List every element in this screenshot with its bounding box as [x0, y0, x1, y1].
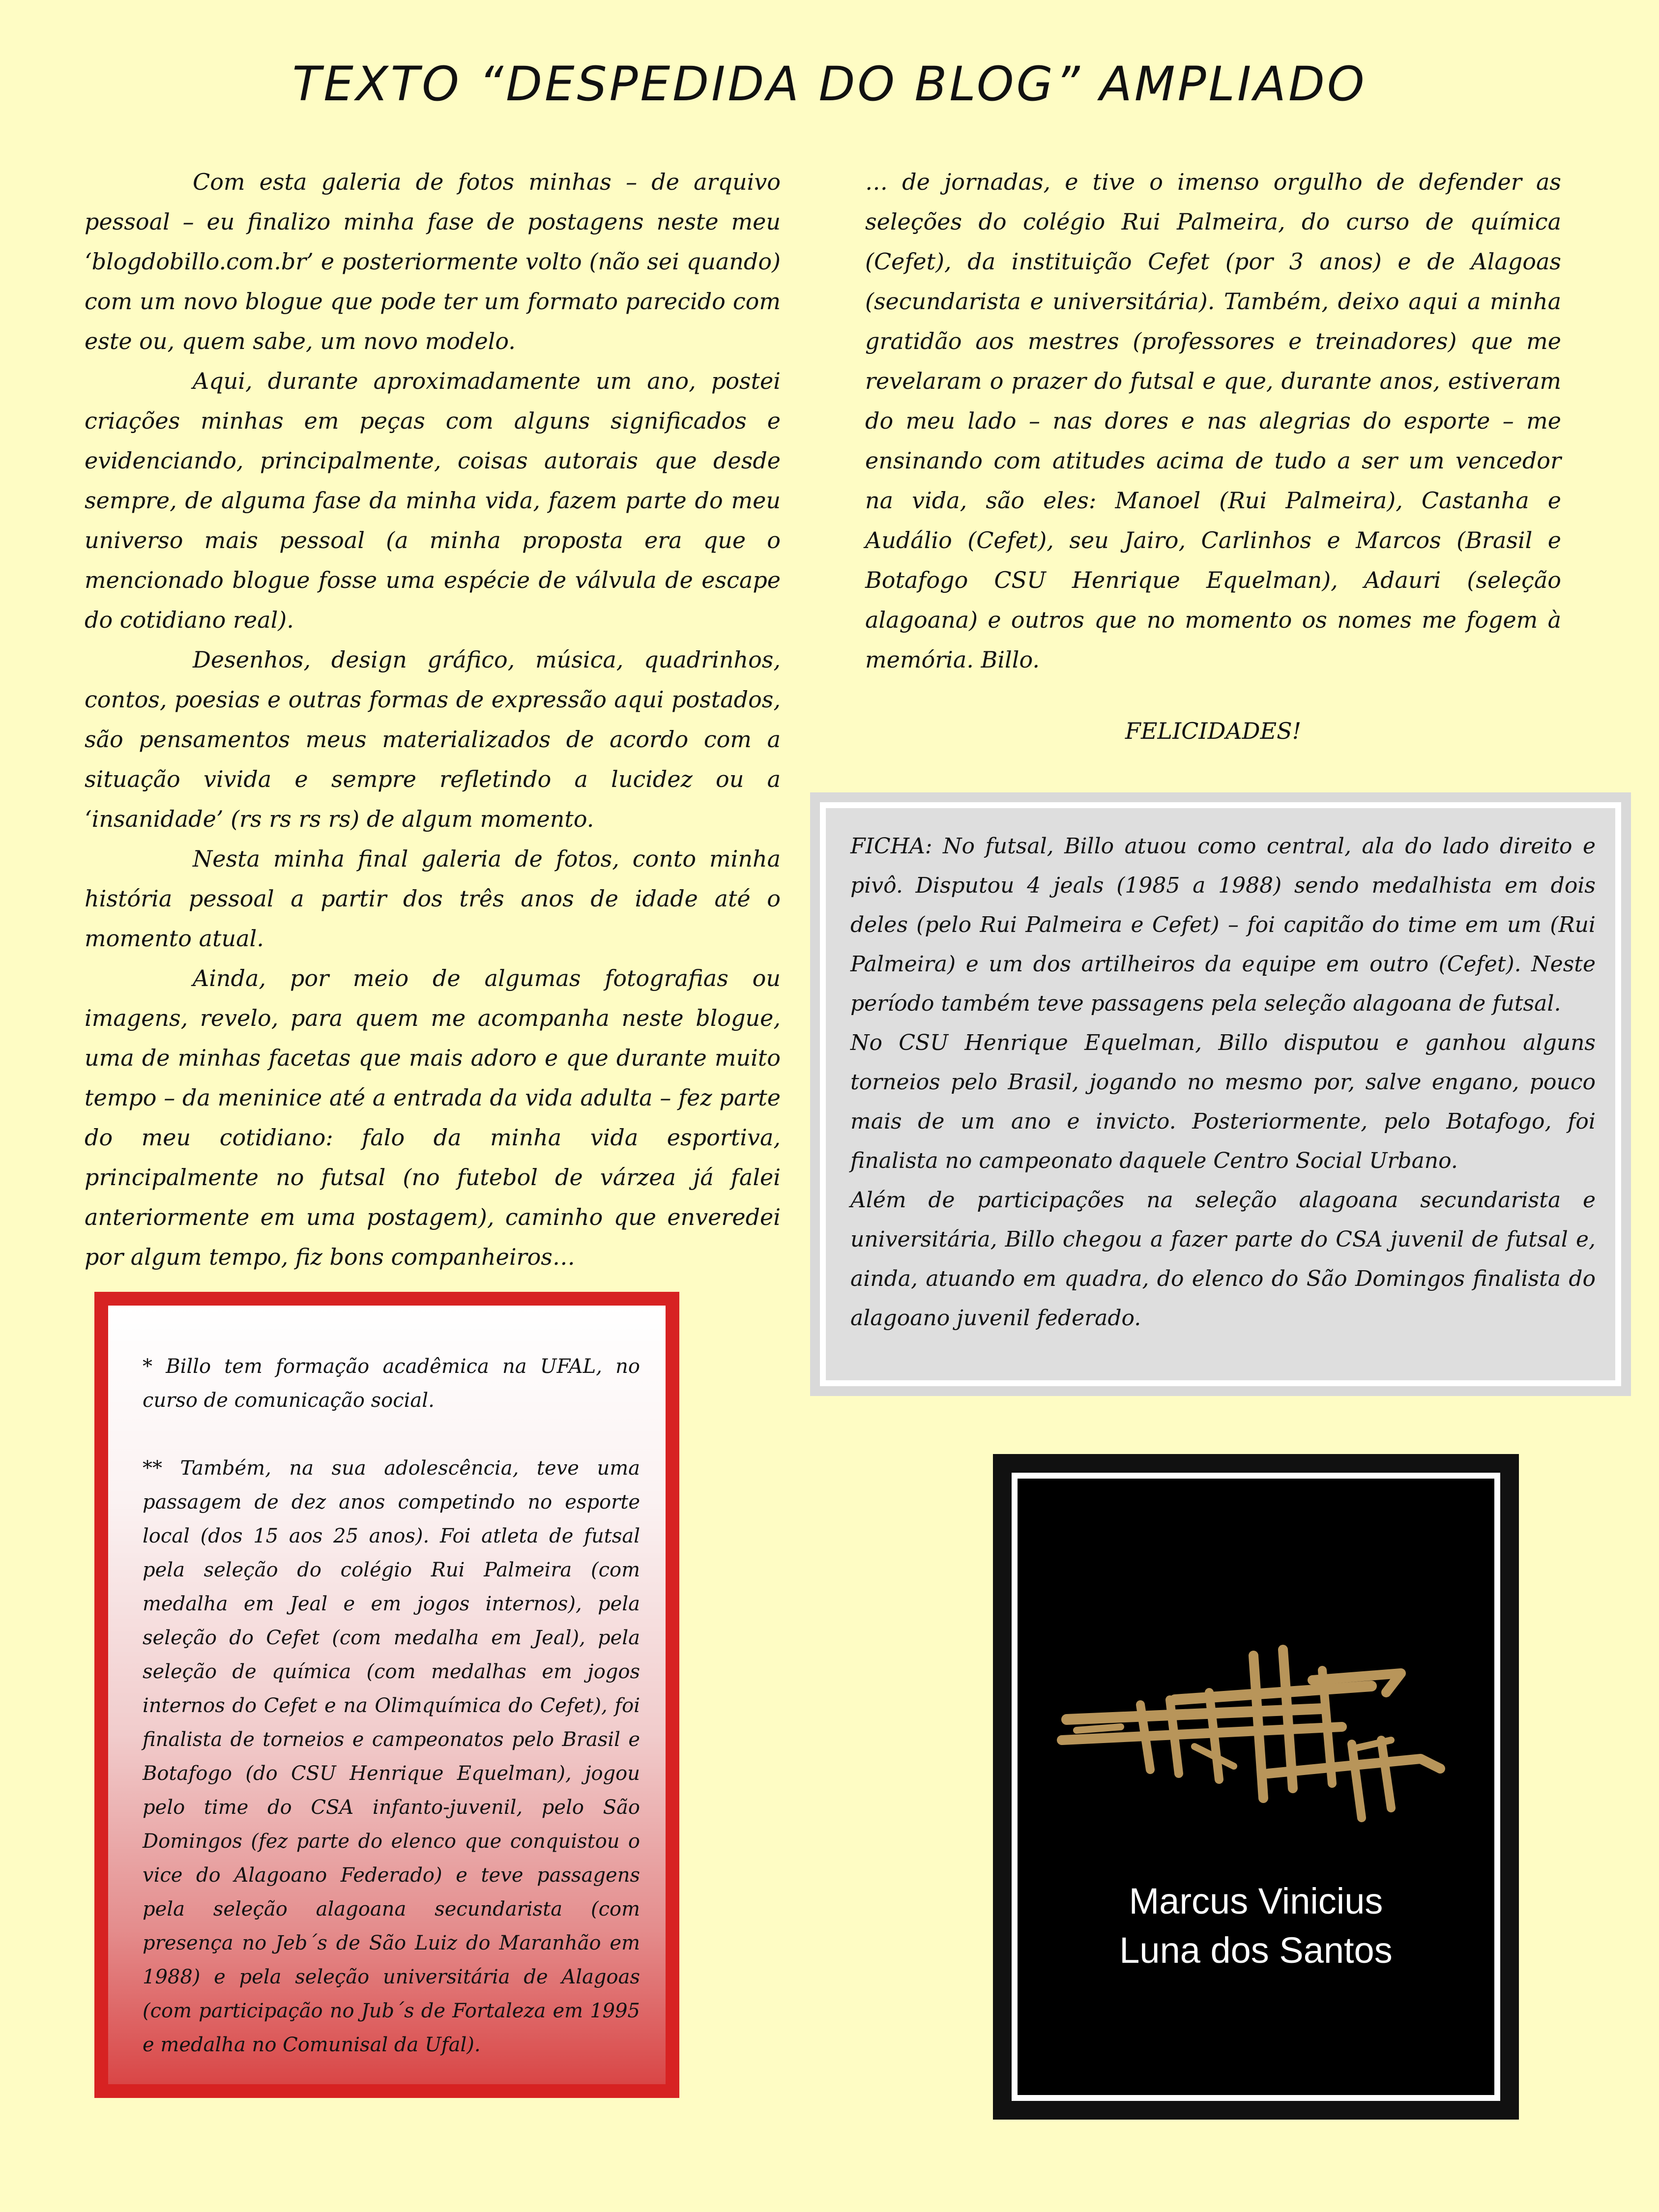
- logo-box: [993, 1454, 1519, 2120]
- logo-box-inner: [1012, 1473, 1500, 2101]
- logo-name-line-2: Luna dos Santos: [1119, 1930, 1393, 1971]
- notes-box: [94, 1292, 679, 2098]
- notes-box-inner: [108, 1306, 666, 2084]
- logo-name-line-1: Marcus Vinicius: [1129, 1881, 1383, 1921]
- ficha-box: [810, 792, 1631, 1396]
- left-paragraph-5: Ainda, por meio de algumas fotografias ou imagens, revelo, para quem me acompanha neste blogue, uma de minhas facetas que mais adoro e que durante muito tempo – da meninice até a entrada da vida adulta – fez parte do meu cotidiano: falo da minha vida esportiva, principalmente no futsal (no futebol de várzea já falei anteriormente em uma postagem), caminho que enveredei por algum tempo, fiz bons companheiros…: [85, 965, 781, 1270]
- note-2: ** Também, na sua adolescência, teve uma passagem de dez anos competindo no esporte local (dos 15 aos 25 anos). Foi atleta de futsal pela seleção do colégio Rui Palmeira (com medalha em Jeal e em jogos internos), pela seleção do Cefet (com medalha em Jeal), pela seleção de química (com medalhas em jogos internos do Cefet e na Olimquímica do Cefet), foi finalista de torneios e campeonatos pelo Brasil e Botafogo (do CSU Henrique Equelman), jogou pelo time do CSA infanto-juvenil, pelo São Domingos (fez parte do elenco que conquistou o vice do Alagoano Federado) e teve passagens pela seleção alagoana secundarista (com presença no Jeb´s de São Luiz do Maranhão em 1988) e pela seleção universitária de Alagoas (com participação no Jub´s de Fortaleza em 1995 e medalha no Comunisal da Ufal).: [143, 1457, 640, 2056]
- right-column: [865, 162, 1561, 680]
- left-paragraph-3: Desenhos, design gráfico, música, quadrinhos, contos, poesias e outras formas de expressão aqui postados, são pensamentos meus materializados de acordo com a situação vivida e sempre refletindo a lucidez ou a ‘insanidade’ (rs rs rs rs) de algum momento.: [85, 646, 781, 832]
- left-paragraph-4: Nesta minha final galeria de fotos, conto minha história pessoal a partir dos três anos de idade até o momento atual.: [85, 845, 781, 952]
- left-paragraph-1: Com esta galeria de fotos minhas – de arquivo pessoal – eu finalizo minha fase de postagens neste meu ‘blogdobillo.com.br’ e posteriormente volto (não sei quando) com um novo blogue que pode ter um formato parecido com este ou, quem sabe, um novo modelo.: [85, 169, 781, 354]
- signature-logo-icon: [1047, 1626, 1470, 1833]
- note-1: * Billo tem formação acadêmica na UFAL, no curso de comunicação social.: [143, 1355, 640, 1412]
- page-title: TEXTO “DESPEDIDA DO BLOG” AMPLIADO: [292, 57, 1367, 112]
- ficha-box-inner: [820, 802, 1621, 1386]
- left-column: [85, 162, 781, 1277]
- closing-text: FELICIDADES!: [1125, 718, 1302, 744]
- ficha-paragraph-3: Além de participações na seleção alagoana secundarista e universitária, Billo chegou a fazer parte do CSA juvenil de futsal e, ainda, atuando em quadra, do elenco do São Domingos finalista do alagoano juvenil federado.: [850, 1188, 1596, 1331]
- right-paragraph: … de jornadas, e tive o imenso orgulho de defender as seleções do colégio Rui Palmeira, do curso de química (Cefet), da instituição Cefet (por 3 anos) e de Alagoas (secundarista e universitária). Também, deixo aqui a minha gratidão aos mestres (professores e treinadores) que me revelaram o prazer do futsal e que, durante anos, estiveram do meu lado – nas dores e nas alegrias do esporte – me ensinando com atitudes acima de tudo a ser um vencedor na vida, são eles: Manoel (Rui Palmeira), Castanha e Audálio (Cefet), seu Jairo, Carlinhos e Marcos (Brasil e Botafogo CSU Henrique Equelman), Adauri (seleção alagoana) e outros que no momento os nomes me fogem à memória. Billo.: [865, 169, 1561, 673]
- logo-name: [1018, 1877, 1494, 1975]
- left-paragraph-2: Aqui, durante aproximadamente um ano, postei criações minhas em peças com alguns significados e evidenciando, principalmente, coisas autorais que desde sempre, de alguma fase da minha vida, fazem parte do meu universo mais pessoal (a minha proposta era que o mencionado blogue fosse uma espécie de válvula de escape do cotidiano real).: [85, 368, 781, 633]
- ficha-paragraph-2: No CSU Henrique Equelman, Billo disputou e ganhou alguns torneios pelo Brasil, jogando no mesmo por, salve engano, pouco mais de um ano e invicto. Posteriormente, pelo Botafogo, foi finalista no campeonato daquele Centro Social Urbano.: [850, 1030, 1596, 1173]
- ficha-paragraph-1: FICHA: No futsal, Billo atuou como central, ala do lado direito e pivô. Disputou 4 jeals (1985 a 1988) sendo medalhista em dois deles (pelo Rui Palmeira e Cefet) – foi capitão do time em um (Rui Palmeira) e um dos artilheiros da equipe em outro (Cefet). Neste período também teve passagens pela seleção alagoana de futsal.: [850, 834, 1596, 1016]
